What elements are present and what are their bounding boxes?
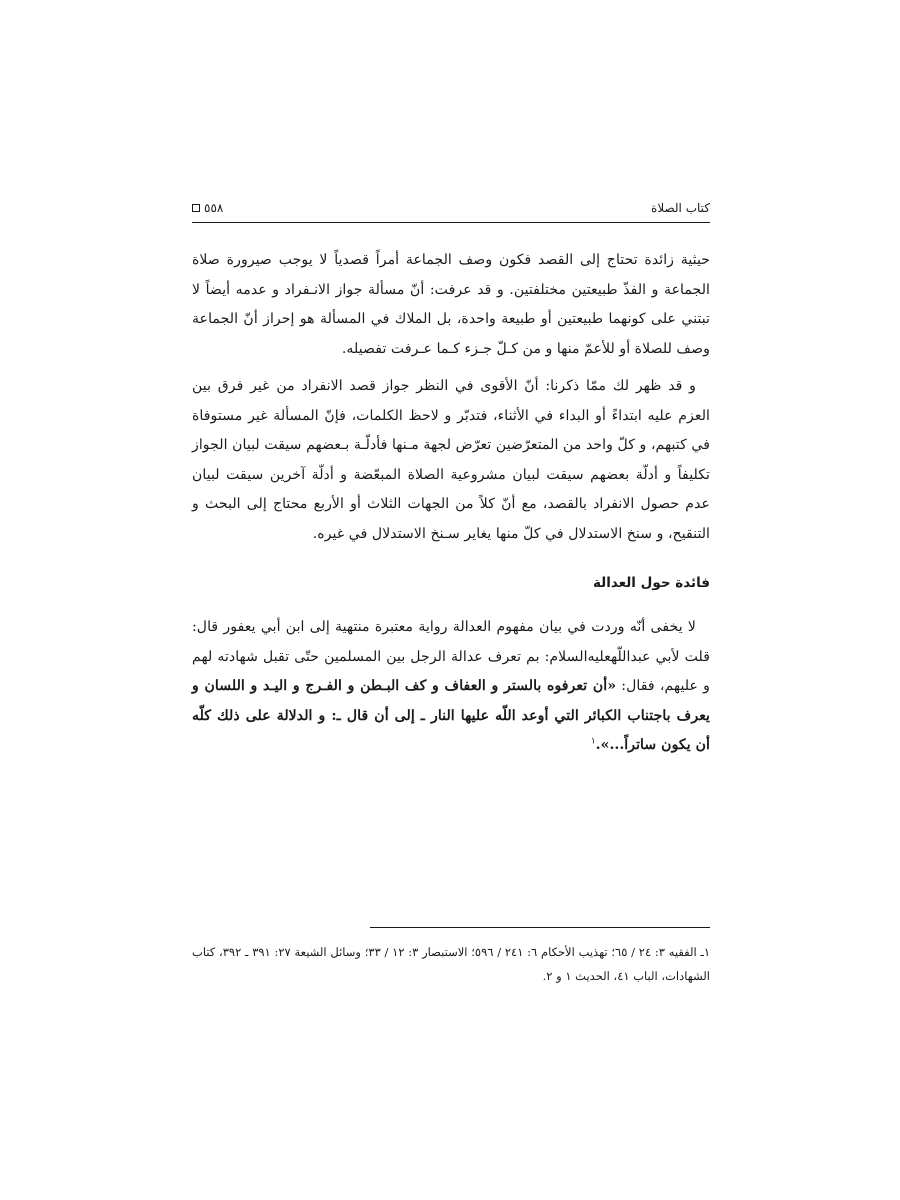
running-title: كتاب الصلاة: [651, 201, 710, 215]
paragraph: و قد ظهر لك ممّا ذكرنا: أنّ الأقوى في النظر جواز قصد الانفراد من غير فرق بين العزم عليه ابتداءً أو البداء في الأثناء، فتدبّر و لاحظ الكلمات، فإنّ المسألة غير مستوفاة في كتبهم، و كلّ واحد من المتعرّضين تعرّض لجهة مـنها فأدلّـة بـعضهم سيقت لبيان الجواز تكليفاً و أدلّة بعضهم سيقت لبيان مشروعية الصلاة المبعّضة و أدلّة آخرين سيقت لبيان عدم حصول الانفراد بالقصد، مع أنّ كلاً من الجهات الثلاث أو الأربع محتاج إلى البحث و التنقيح، و سنخ الاستدلال في كلّ منها يغاير سـنخ الاستدلال في غيره.: [192, 378, 710, 542]
footnote-marker[interactable]: ١: [590, 736, 596, 747]
paragraph: حيثية زائدة تحتاج إلى القصد فكون وصف الجماعة أمراً قصدياً لا يوجب صيرورة صلاة الجماعة و الفذّ طبيعتين مختلفتين. و قد عرفت: أنّ مسألة جواز الانـفراد و عدمه أيضاً لا تبتني على كونهما طبيعتين أو طبيعة واحدة، بل الملاك في المسألة هو إحراز أنّ الجماعة وصف للصلاة أو للأعمّ منها و من كـلّ جـزء كـما عـرفت تفصيله.: [192, 252, 710, 357]
hadith-quote: «أن تعرفوه بالستر و العفاف و كف البـطن و الفـرج و اليـد و اللسان و يعرف باجتناب الكبائر التي أوعد اللّه عليها النار ـ إلى أن قال ـ: و الدلالة على ذلك كلّه أن يكون ساتراً...».: [192, 678, 710, 753]
paragraph: [192, 613, 710, 761]
main-text: [192, 246, 710, 761]
page-number: ٥٥٨: [204, 201, 224, 215]
square-box-icon: [192, 204, 200, 212]
footnote: ١ـ الفقيه ٣: ٢٤ / ٦٥؛ تهذيب الأحكام ٦: ٢٤١ / ٥٩٦؛ الاستبصار ٣: ١٢ / ٣٣؛ وسائل الشيعة ٢٧: ٣٩١ ـ ٣٩٢، كتاب الشهادات، الباب ٤١، الحديث ١ و ٢.: [192, 945, 711, 983]
footnote-divider: [370, 927, 710, 928]
running-header: [192, 196, 710, 220]
section-heading: فائدة حول العدالة: [592, 575, 710, 591]
book-page: [192, 196, 710, 1076]
paragraph-intro: لا يخفى أنّه وردت في بيان مفهوم العدالة رواية معتبرة منتهية إلى ابن أبي يعفور قال: قلت لأبي عبداللّهعليه‌السلام: بم تعرف عدالة الرجل بين المسلمين حتّى تقبل شهادته لهم و عليهم، فقال:: [192, 619, 710, 694]
page-number-group: [192, 196, 223, 220]
header-divider: [192, 222, 710, 223]
